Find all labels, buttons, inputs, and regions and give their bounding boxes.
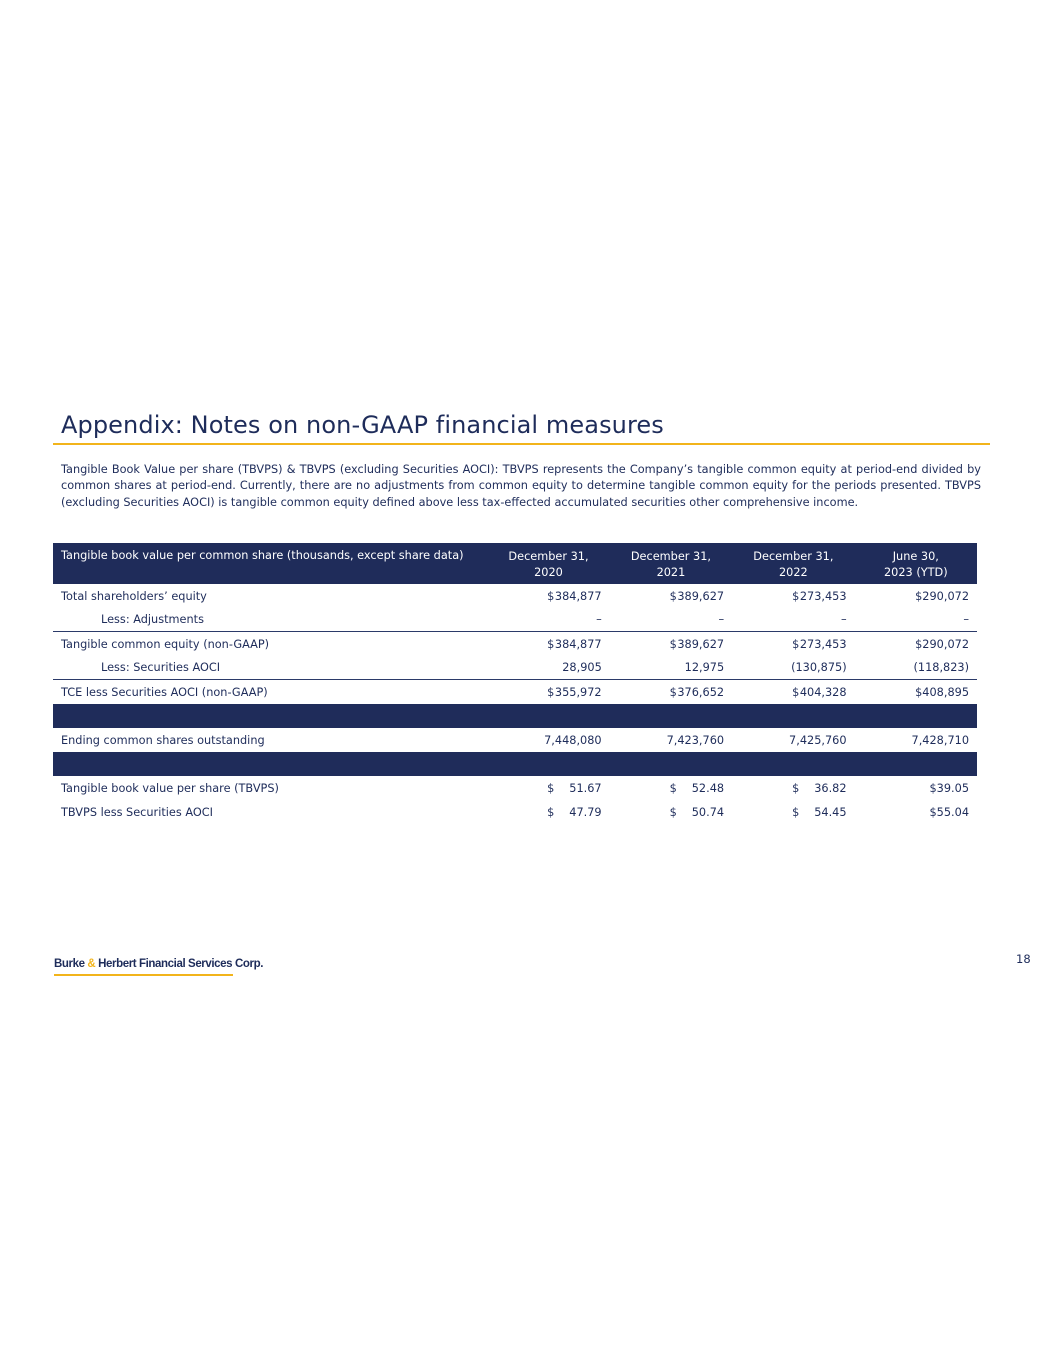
table-row bbox=[53, 776, 977, 800]
currency-symbol: $ bbox=[547, 685, 555, 699]
cell-value: 12,975 bbox=[684, 661, 725, 674]
header-col-line2: 2023 (YTD) bbox=[883, 565, 948, 579]
header-col-line1: December 31, bbox=[508, 550, 589, 563]
cell bbox=[487, 613, 609, 626]
header-col-line1: December 31, bbox=[753, 550, 834, 563]
page-number: 18 bbox=[1016, 952, 1031, 966]
cell bbox=[487, 661, 609, 674]
table-row bbox=[53, 728, 977, 752]
cell-value: 51.67 bbox=[569, 781, 602, 795]
cell-value: 376,652 bbox=[677, 685, 725, 699]
cell bbox=[732, 734, 854, 747]
logo-underline bbox=[54, 974, 233, 976]
header-col-line2: 2022 bbox=[779, 565, 808, 579]
currency-symbol: $ bbox=[792, 637, 800, 651]
currency-symbol: $ bbox=[547, 637, 555, 651]
currency-symbol: $ bbox=[792, 781, 800, 795]
cell bbox=[610, 806, 732, 819]
description-paragraph: Tangible Book Value per share (TBVPS) & TBVPS (excluding Securities AOCI): TBVPS represents the Company’s tangible common equity at period-end divided by common shares at period-end. Currently, there are no adjustments from common equity to determine tangible common equity for the periods presented. TBVPS (excluding Securities AOCI) is tangible common equity defined above less tax-effected accumulated securities other comprehensive income. bbox=[61, 463, 981, 509]
cell-value: 50.74 bbox=[691, 805, 725, 819]
logo-text: Herbert Financial Services Corp. bbox=[95, 958, 263, 970]
cell-value: $408,895 bbox=[915, 685, 970, 699]
header-label: Tangible book value per common share (thousands, except share data) bbox=[61, 549, 464, 562]
table-row bbox=[53, 680, 977, 704]
table-row bbox=[53, 656, 977, 680]
cell-value: – bbox=[718, 613, 725, 626]
header-col-2022 bbox=[732, 543, 854, 584]
cell bbox=[732, 782, 854, 795]
page-title: Appendix: Notes on non-GAAP financial measures bbox=[61, 411, 664, 439]
header-col-line2: 2021 bbox=[656, 565, 686, 579]
cell bbox=[610, 638, 732, 651]
cell bbox=[610, 686, 732, 699]
header-col-line1: December 31, bbox=[630, 550, 711, 563]
currency-symbol: $ bbox=[669, 685, 677, 699]
cell-value: 28,905 bbox=[562, 661, 602, 674]
cell-value: $55.04 bbox=[929, 805, 970, 819]
header-col-line2: 2020 bbox=[534, 565, 563, 579]
cell bbox=[855, 806, 977, 819]
cell-value: $39.05 bbox=[929, 781, 970, 795]
cell bbox=[487, 638, 609, 651]
row-label: TBVPS less Securities AOCI bbox=[61, 805, 213, 819]
cell-value: – bbox=[840, 613, 847, 626]
cell-value: 7,448,080 bbox=[544, 733, 602, 747]
cell bbox=[732, 638, 854, 651]
cell bbox=[610, 734, 732, 747]
cell bbox=[610, 590, 732, 603]
currency-symbol: $ bbox=[669, 637, 677, 651]
cell-value: 36.82 bbox=[814, 781, 847, 795]
title-underline bbox=[53, 443, 990, 445]
cell-value: $290,072 bbox=[915, 637, 970, 651]
cell-value: – bbox=[596, 613, 602, 626]
cell-value: 404,328 bbox=[799, 685, 847, 699]
cell bbox=[732, 661, 854, 674]
cell bbox=[855, 782, 977, 795]
currency-symbol: $ bbox=[792, 589, 800, 603]
cell bbox=[732, 686, 854, 699]
cell bbox=[855, 661, 977, 674]
currency-symbol: $ bbox=[547, 781, 555, 795]
currency-symbol: $ bbox=[792, 805, 800, 819]
cell-value: $290,072 bbox=[915, 589, 970, 603]
cell-value: 7,425,760 bbox=[789, 733, 847, 747]
currency-symbol: $ bbox=[547, 589, 555, 603]
cell-value: 384,877 bbox=[554, 589, 602, 603]
logo-text: Burke bbox=[54, 958, 88, 970]
cell-value: 47.79 bbox=[569, 805, 602, 819]
header-col-2020 bbox=[487, 543, 609, 584]
cell-value: 54.45 bbox=[814, 805, 847, 819]
cell-value: 52.48 bbox=[691, 781, 725, 795]
cell bbox=[855, 638, 977, 651]
separator-band bbox=[53, 752, 977, 776]
header-col-2021 bbox=[610, 543, 732, 584]
row-label: Tangible book value per share (TBVPS) bbox=[61, 781, 279, 795]
cell bbox=[855, 686, 977, 699]
cell bbox=[610, 613, 732, 626]
header-col-2023 bbox=[855, 543, 977, 584]
table-header bbox=[53, 543, 977, 584]
cell bbox=[487, 734, 609, 747]
cell bbox=[732, 590, 854, 603]
row-label: TCE less Securities AOCI (non-GAAP) bbox=[61, 685, 268, 699]
cell-value: 273,453 bbox=[799, 589, 847, 603]
cell bbox=[487, 590, 609, 603]
cell bbox=[732, 613, 854, 626]
row-label: Ending common shares outstanding bbox=[61, 733, 265, 747]
row-label: Less: Adjustments bbox=[101, 613, 204, 626]
cell bbox=[855, 734, 977, 747]
company-logo bbox=[54, 958, 263, 970]
cell bbox=[610, 661, 732, 674]
cell-value: – bbox=[963, 613, 970, 626]
cell bbox=[610, 782, 732, 795]
currency-symbol: $ bbox=[669, 781, 677, 795]
currency-symbol: $ bbox=[669, 589, 677, 603]
currency-symbol: $ bbox=[792, 685, 800, 699]
cell bbox=[487, 686, 609, 699]
table-row bbox=[53, 800, 977, 824]
tbvps-table bbox=[53, 543, 977, 824]
cell-value: 7,423,760 bbox=[666, 733, 725, 747]
row-label: Total shareholders’ equity bbox=[61, 589, 207, 603]
cell-value: 273,453 bbox=[799, 637, 847, 651]
table-row bbox=[53, 632, 977, 656]
logo-ampersand: & bbox=[87, 958, 96, 970]
cell bbox=[855, 613, 977, 626]
row-label: Tangible common equity (non-GAAP) bbox=[61, 637, 270, 651]
header-col-line1: June 30, bbox=[892, 550, 939, 563]
cell bbox=[487, 782, 609, 795]
cell-value: 7,428,710 bbox=[911, 733, 970, 747]
cell-value: (118,823) bbox=[913, 661, 970, 674]
cell bbox=[732, 806, 854, 819]
table-row bbox=[53, 584, 977, 608]
cell-value: 384,877 bbox=[554, 637, 602, 651]
cell-value: 389,627 bbox=[677, 637, 725, 651]
cell-value: 389,627 bbox=[677, 589, 725, 603]
table-row bbox=[53, 608, 977, 632]
cell bbox=[487, 806, 609, 819]
row-label: Less: Securities AOCI bbox=[101, 661, 221, 674]
separator-band bbox=[53, 704, 977, 728]
cell-value: 355,972 bbox=[554, 685, 602, 699]
cell bbox=[855, 590, 977, 603]
currency-symbol: $ bbox=[547, 805, 555, 819]
currency-symbol: $ bbox=[669, 805, 677, 819]
cell-value: (130,875) bbox=[791, 661, 847, 674]
